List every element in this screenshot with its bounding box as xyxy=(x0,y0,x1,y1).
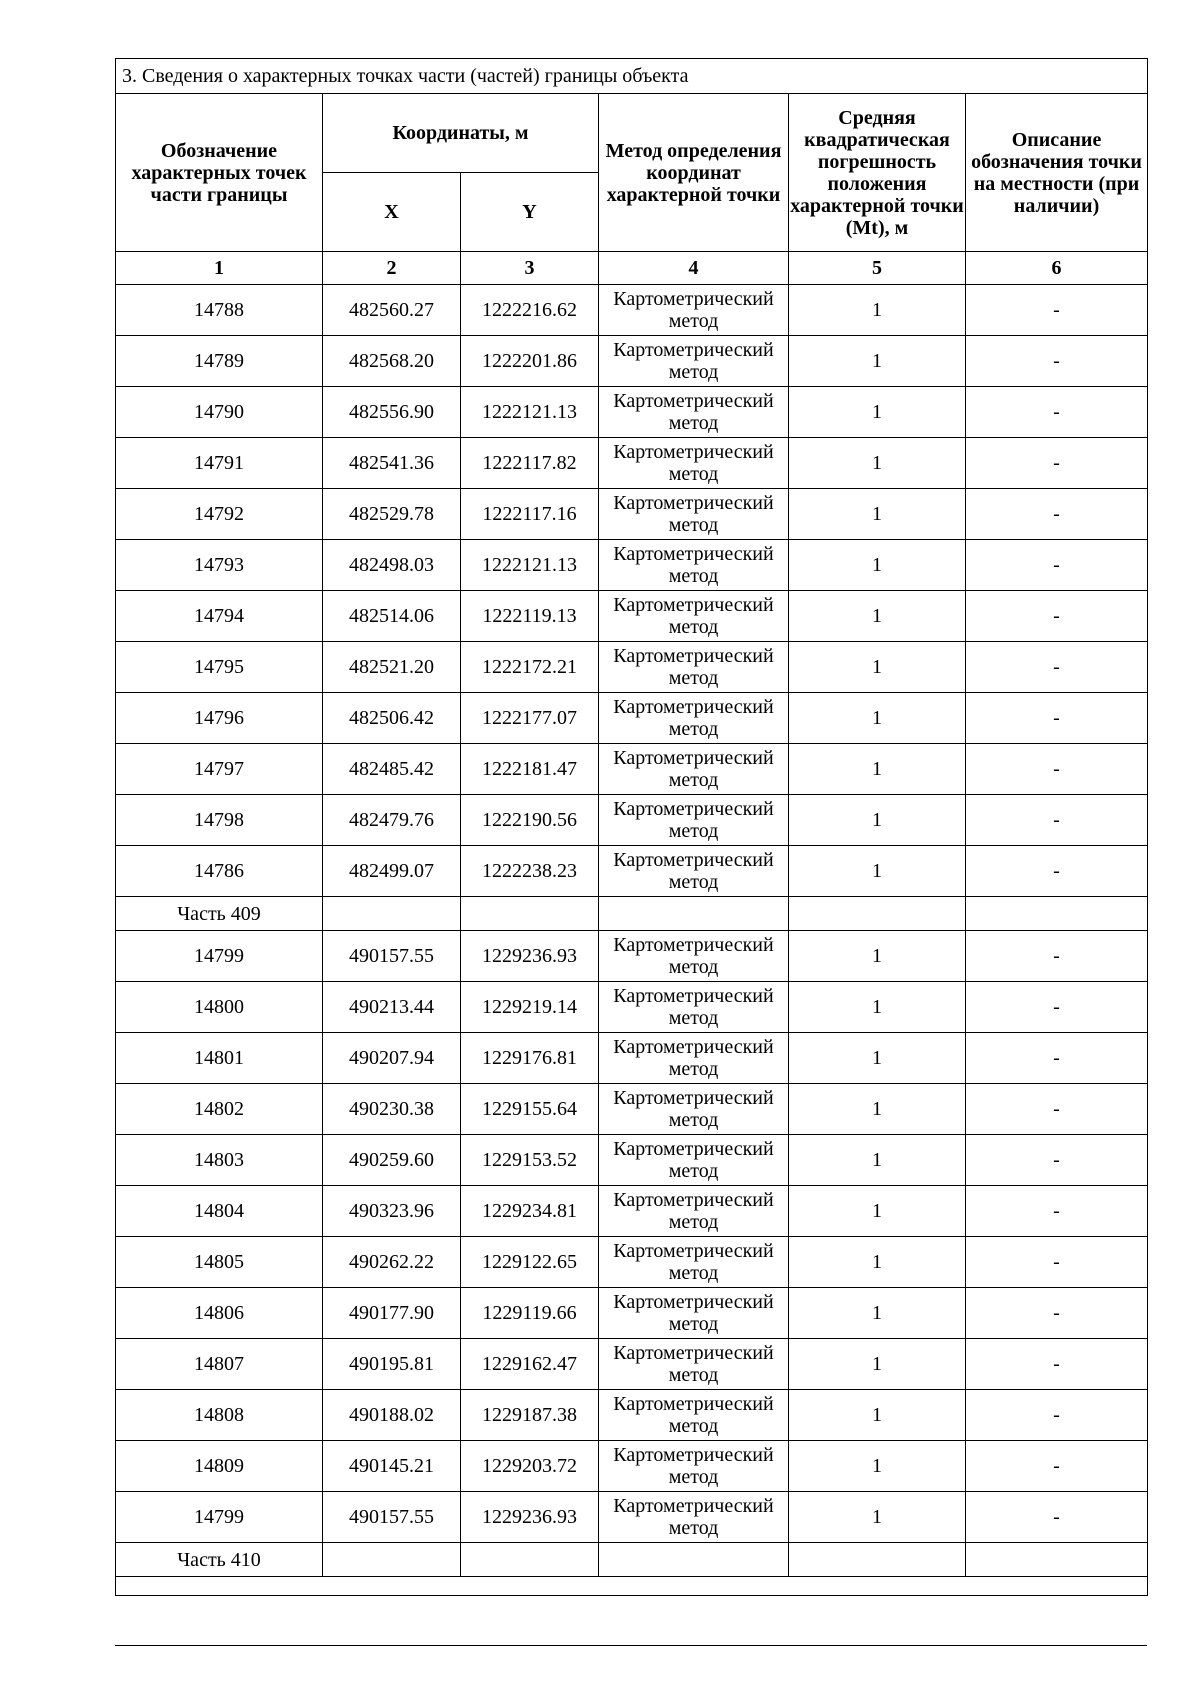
header-description: Описание обозначения точки на местности (при наличии) xyxy=(966,94,1148,252)
points-table-body xyxy=(116,285,1148,1596)
description: - xyxy=(966,540,1148,591)
empty-cell xyxy=(966,897,1148,931)
point-id: 14786 xyxy=(116,846,323,897)
section-title: 3. Сведения о характерных точках части (частей) границы объекта xyxy=(116,59,1148,94)
table-row xyxy=(116,1390,1148,1441)
method: Картометрический метод xyxy=(599,438,789,489)
point-id: 14807 xyxy=(116,1339,323,1390)
description: - xyxy=(966,642,1148,693)
description: - xyxy=(966,1441,1148,1492)
coord-y: 1229236.93 xyxy=(461,931,599,982)
coord-x: 482521.20 xyxy=(323,642,461,693)
point-id: 14790 xyxy=(116,387,323,438)
point-id: 14799 xyxy=(116,931,323,982)
point-id: 14788 xyxy=(116,285,323,336)
table-row xyxy=(116,744,1148,795)
coord-x: 490195.81 xyxy=(323,1339,461,1390)
mean-error: 1 xyxy=(789,846,966,897)
header-y: Y xyxy=(461,173,599,252)
coord-y: 1229176.81 xyxy=(461,1033,599,1084)
coord-x: 490145.21 xyxy=(323,1441,461,1492)
method: Картометрический метод xyxy=(599,1492,789,1543)
empty-cell xyxy=(323,897,461,931)
column-numbers-row xyxy=(116,252,1148,285)
header-point-designation: Обозначение характерных точек части границы xyxy=(116,94,323,252)
method: Картометрический метод xyxy=(599,285,789,336)
mean-error: 1 xyxy=(789,642,966,693)
table-row xyxy=(116,795,1148,846)
table-row xyxy=(116,489,1148,540)
empty-cell xyxy=(461,1543,599,1577)
coord-x: 490323.96 xyxy=(323,1186,461,1237)
method: Картометрический метод xyxy=(599,1033,789,1084)
coord-y: 1222172.21 xyxy=(461,642,599,693)
coord-x: 482479.76 xyxy=(323,795,461,846)
method: Картометрический метод xyxy=(599,982,789,1033)
coord-x: 490230.38 xyxy=(323,1084,461,1135)
table-row xyxy=(116,982,1148,1033)
point-id: 14804 xyxy=(116,1186,323,1237)
header-x: X xyxy=(323,173,461,252)
coord-x: 482541.36 xyxy=(323,438,461,489)
point-id: 14795 xyxy=(116,642,323,693)
table-row xyxy=(116,1135,1148,1186)
coord-y: 1222117.16 xyxy=(461,489,599,540)
table-row xyxy=(116,1186,1148,1237)
mean-error: 1 xyxy=(789,795,966,846)
mean-error: 1 xyxy=(789,1390,966,1441)
coord-y: 1229122.65 xyxy=(461,1237,599,1288)
part-header-row xyxy=(116,1543,1148,1577)
mean-error: 1 xyxy=(789,1441,966,1492)
coord-y: 1222181.47 xyxy=(461,744,599,795)
coord-y: 1222121.13 xyxy=(461,540,599,591)
mean-error: 1 xyxy=(789,540,966,591)
document-sheet xyxy=(115,58,1147,1596)
point-id: 14796 xyxy=(116,693,323,744)
coord-y: 1222216.62 xyxy=(461,285,599,336)
mean-error: 1 xyxy=(789,489,966,540)
column-number: 6 xyxy=(966,252,1148,285)
description: - xyxy=(966,1186,1148,1237)
coord-y: 1229236.93 xyxy=(461,1492,599,1543)
column-number: 3 xyxy=(461,252,599,285)
coord-x: 490157.55 xyxy=(323,931,461,982)
coord-y: 1222177.07 xyxy=(461,693,599,744)
method: Картометрический метод xyxy=(599,1237,789,1288)
mean-error: 1 xyxy=(789,438,966,489)
table-row xyxy=(116,387,1148,438)
method: Картометрический метод xyxy=(599,1084,789,1135)
point-id: 14791 xyxy=(116,438,323,489)
table-row xyxy=(116,1084,1148,1135)
empty-cell xyxy=(116,1577,1148,1596)
coord-y: 1229153.52 xyxy=(461,1135,599,1186)
part-label: Часть 410 xyxy=(116,1543,323,1577)
method: Картометрический метод xyxy=(599,795,789,846)
coord-x: 490188.02 xyxy=(323,1390,461,1441)
description: - xyxy=(966,591,1148,642)
empty-cell xyxy=(461,897,599,931)
table-row xyxy=(116,438,1148,489)
method: Картометрический метод xyxy=(599,540,789,591)
description: - xyxy=(966,846,1148,897)
coord-x: 482560.27 xyxy=(323,285,461,336)
method: Картометрический метод xyxy=(599,489,789,540)
part-label: Часть 409 xyxy=(116,897,323,931)
description: - xyxy=(966,1492,1148,1543)
table-row xyxy=(116,285,1148,336)
empty-cell xyxy=(599,1543,789,1577)
empty-cell xyxy=(789,1543,966,1577)
mean-error: 1 xyxy=(789,744,966,795)
point-id: 14798 xyxy=(116,795,323,846)
description: - xyxy=(966,1237,1148,1288)
coord-x: 482568.20 xyxy=(323,336,461,387)
description: - xyxy=(966,1339,1148,1390)
table-row xyxy=(116,591,1148,642)
point-id: 14801 xyxy=(116,1033,323,1084)
mean-error: 1 xyxy=(789,931,966,982)
coord-y: 1222117.82 xyxy=(461,438,599,489)
method: Картометрический метод xyxy=(599,1288,789,1339)
method: Картометрический метод xyxy=(599,642,789,693)
coord-x: 490177.90 xyxy=(323,1288,461,1339)
description: - xyxy=(966,693,1148,744)
mean-error: 1 xyxy=(789,1339,966,1390)
coord-y: 1222119.13 xyxy=(461,591,599,642)
mean-error: 1 xyxy=(789,982,966,1033)
coord-x: 490259.60 xyxy=(323,1135,461,1186)
description: - xyxy=(966,982,1148,1033)
method: Картометрический метод xyxy=(599,1135,789,1186)
mean-error: 1 xyxy=(789,1237,966,1288)
coord-x: 482485.42 xyxy=(323,744,461,795)
empty-cell xyxy=(966,1543,1148,1577)
header-method: Метод определения координат характерной точки xyxy=(599,94,789,252)
coord-y: 1222201.86 xyxy=(461,336,599,387)
coord-x: 490262.22 xyxy=(323,1237,461,1288)
mean-error: 1 xyxy=(789,1084,966,1135)
coord-y: 1229187.38 xyxy=(461,1390,599,1441)
method: Картометрический метод xyxy=(599,744,789,795)
method: Картометрический метод xyxy=(599,693,789,744)
table-row xyxy=(116,540,1148,591)
point-id: 14805 xyxy=(116,1237,323,1288)
description: - xyxy=(966,1084,1148,1135)
description: - xyxy=(966,744,1148,795)
column-number: 1 xyxy=(116,252,323,285)
table-row xyxy=(116,693,1148,744)
mean-error: 1 xyxy=(789,1135,966,1186)
coord-y: 1229155.64 xyxy=(461,1084,599,1135)
method: Картометрический метод xyxy=(599,1390,789,1441)
header-mean-error: Средняя квадратическая погрешность положения характерной точки (Mt), м xyxy=(789,94,966,252)
point-id: 14789 xyxy=(116,336,323,387)
method: Картометрический метод xyxy=(599,387,789,438)
method: Картометрический метод xyxy=(599,846,789,897)
coord-x: 482529.78 xyxy=(323,489,461,540)
description: - xyxy=(966,336,1148,387)
coord-x: 490213.44 xyxy=(323,982,461,1033)
header-coordinates: Координаты, м xyxy=(323,94,599,173)
coord-y: 1229234.81 xyxy=(461,1186,599,1237)
coord-x: 482499.07 xyxy=(323,846,461,897)
section-title-row xyxy=(116,59,1148,94)
coord-x: 490207.94 xyxy=(323,1033,461,1084)
method: Картометрический метод xyxy=(599,591,789,642)
point-id: 14802 xyxy=(116,1084,323,1135)
coord-x: 482556.90 xyxy=(323,387,461,438)
point-id: 14803 xyxy=(116,1135,323,1186)
table-row xyxy=(116,846,1148,897)
column-number: 2 xyxy=(323,252,461,285)
coord-x: 482514.06 xyxy=(323,591,461,642)
description: - xyxy=(966,795,1148,846)
coord-y: 1229203.72 xyxy=(461,1441,599,1492)
table-row xyxy=(116,1033,1148,1084)
mean-error: 1 xyxy=(789,336,966,387)
point-id: 14792 xyxy=(116,489,323,540)
point-id: 14793 xyxy=(116,540,323,591)
mean-error: 1 xyxy=(789,591,966,642)
description: - xyxy=(966,438,1148,489)
coord-y: 1229119.66 xyxy=(461,1288,599,1339)
table-row xyxy=(116,1288,1148,1339)
coord-x: 482498.03 xyxy=(323,540,461,591)
column-number: 4 xyxy=(599,252,789,285)
part-header-row xyxy=(116,897,1148,931)
column-number: 5 xyxy=(789,252,966,285)
description: - xyxy=(966,1390,1148,1441)
table-row xyxy=(116,642,1148,693)
empty-cell xyxy=(323,1543,461,1577)
description: - xyxy=(966,1033,1148,1084)
point-id: 14797 xyxy=(116,744,323,795)
table-row xyxy=(116,1237,1148,1288)
description: - xyxy=(966,285,1148,336)
description: - xyxy=(966,489,1148,540)
mean-error: 1 xyxy=(789,1186,966,1237)
table-row xyxy=(116,1441,1148,1492)
empty-cell xyxy=(599,897,789,931)
mean-error: 1 xyxy=(789,285,966,336)
coord-y: 1222190.56 xyxy=(461,795,599,846)
method: Картометрический метод xyxy=(599,1186,789,1237)
description: - xyxy=(966,387,1148,438)
coord-y: 1229162.47 xyxy=(461,1339,599,1390)
coord-x: 482506.42 xyxy=(323,693,461,744)
method: Картометрический метод xyxy=(599,1441,789,1492)
mean-error: 1 xyxy=(789,1033,966,1084)
method: Картометрический метод xyxy=(599,931,789,982)
point-id: 14794 xyxy=(116,591,323,642)
header-row-top xyxy=(116,94,1148,173)
coord-y: 1222238.23 xyxy=(461,846,599,897)
characteristic-points-table xyxy=(115,58,1148,1596)
description: - xyxy=(966,1135,1148,1186)
table-tail-row xyxy=(116,1577,1148,1596)
method: Картометрический метод xyxy=(599,336,789,387)
point-id: 14806 xyxy=(116,1288,323,1339)
description: - xyxy=(966,931,1148,982)
point-id: 14800 xyxy=(116,982,323,1033)
point-id: 14799 xyxy=(116,1492,323,1543)
mean-error: 1 xyxy=(789,387,966,438)
table-row xyxy=(116,1492,1148,1543)
point-id: 14809 xyxy=(116,1441,323,1492)
table-row xyxy=(116,336,1148,387)
point-id: 14808 xyxy=(116,1390,323,1441)
table-row xyxy=(116,931,1148,982)
table-row xyxy=(116,1339,1148,1390)
coord-x: 490157.55 xyxy=(323,1492,461,1543)
method: Картометрический метод xyxy=(599,1339,789,1390)
mean-error: 1 xyxy=(789,1492,966,1543)
description: - xyxy=(966,1288,1148,1339)
coord-y: 1229219.14 xyxy=(461,982,599,1033)
coord-y: 1222121.13 xyxy=(461,387,599,438)
empty-cell xyxy=(789,897,966,931)
mean-error: 1 xyxy=(789,693,966,744)
mean-error: 1 xyxy=(789,1288,966,1339)
footer-divider xyxy=(115,1645,1147,1646)
